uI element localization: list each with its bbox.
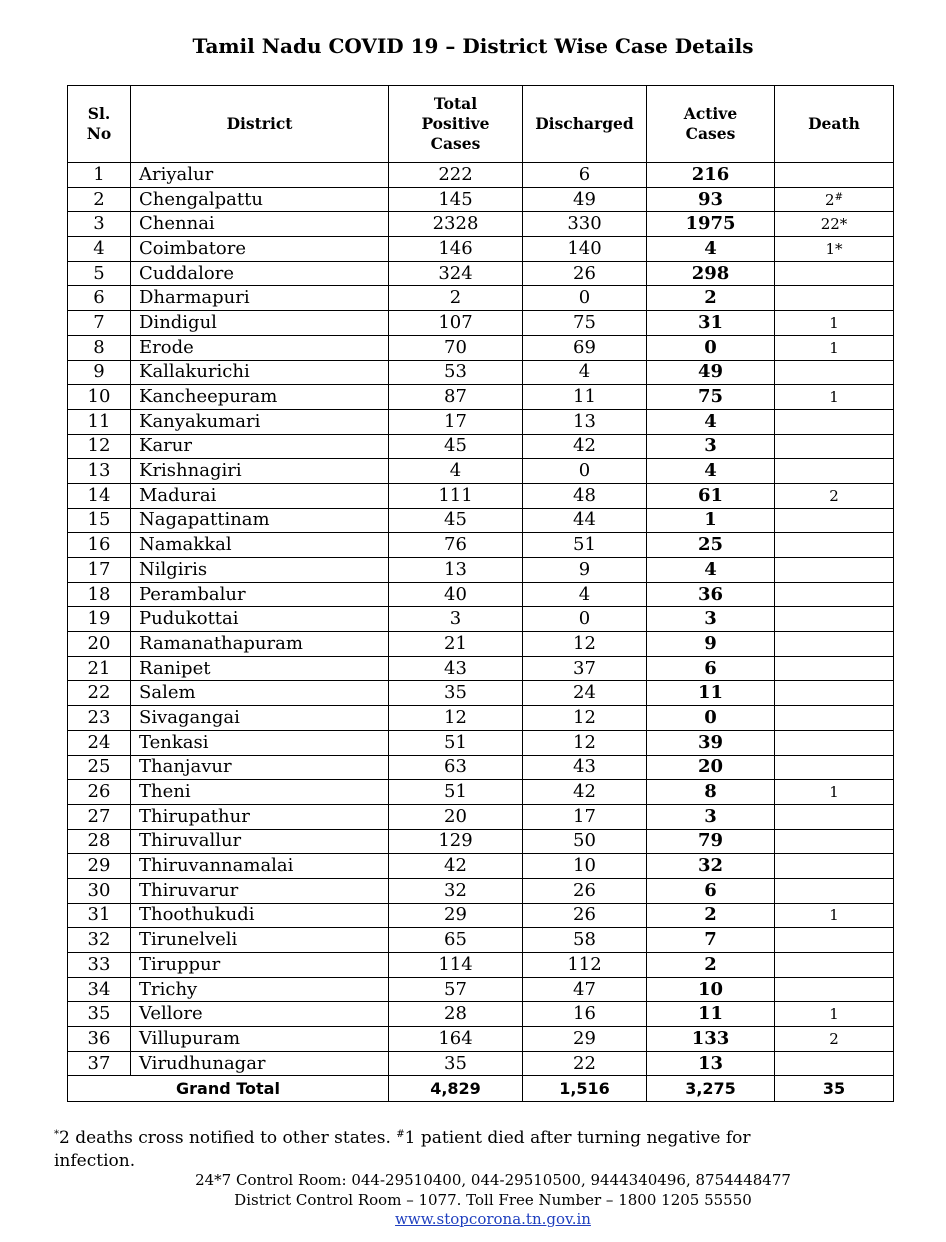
cell-active-cases: 3	[647, 434, 775, 459]
cell-district: Cuddalore	[131, 261, 389, 286]
table-row	[68, 434, 894, 459]
cell-death: 1*	[775, 237, 894, 262]
star-mark: *	[54, 1129, 59, 1140]
cell-district: Kancheepuram	[131, 385, 389, 410]
table-row	[68, 558, 894, 583]
table-row	[68, 1051, 894, 1076]
cell-active-cases: 6	[647, 656, 775, 681]
cell-district: Thoothukudi	[131, 903, 389, 928]
cell-active-cases: 11	[647, 681, 775, 706]
cell-total-positive: 87	[389, 385, 523, 410]
cell-total-positive: 43	[389, 656, 523, 681]
cell-sl-no: 30	[68, 878, 131, 903]
cell-sl-no: 5	[68, 261, 131, 286]
cell-sl-no: 33	[68, 953, 131, 978]
cell-district: Ramanathapuram	[131, 632, 389, 657]
cell-sl-no: 16	[68, 533, 131, 558]
cell-district: Kallakurichi	[131, 360, 389, 385]
cell-district: Namakkal	[131, 533, 389, 558]
cell-death	[775, 706, 894, 731]
cell-discharged: 112	[523, 953, 647, 978]
table-row	[68, 335, 894, 360]
cell-total-positive: 111	[389, 483, 523, 508]
cell-sl-no: 19	[68, 607, 131, 632]
cell-discharged: 24	[523, 681, 647, 706]
cell-active-cases: 36	[647, 582, 775, 607]
cell-death	[775, 681, 894, 706]
cell-total-positive: 145	[389, 187, 523, 212]
cell-discharged: 22	[523, 1051, 647, 1076]
cell-active-cases: 20	[647, 755, 775, 780]
cell-total-positive: 4	[389, 459, 523, 484]
cell-total-positive: 51	[389, 730, 523, 755]
cell-discharged: 13	[523, 409, 647, 434]
cell-district: Virudhunagar	[131, 1051, 389, 1076]
cell-active-cases: 0	[647, 706, 775, 731]
cell-sl-no: 26	[68, 780, 131, 805]
cell-active-cases: 75	[647, 385, 775, 410]
cell-sl-no: 13	[68, 459, 131, 484]
cell-sl-no: 27	[68, 804, 131, 829]
cell-discharged: 0	[523, 286, 647, 311]
cell-discharged: 26	[523, 903, 647, 928]
cell-discharged: 44	[523, 508, 647, 533]
cell-discharged: 12	[523, 632, 647, 657]
table-row	[68, 582, 894, 607]
table-row	[68, 755, 894, 780]
cell-death	[775, 582, 894, 607]
cell-death: 2	[775, 483, 894, 508]
table-row	[68, 360, 894, 385]
cell-active-cases: 4	[647, 558, 775, 583]
cell-discharged: 58	[523, 928, 647, 953]
cell-death: 1	[775, 780, 894, 805]
header-discharged: Discharged	[523, 86, 647, 163]
table-row	[68, 459, 894, 484]
cell-active-cases: 2	[647, 903, 775, 928]
control-room-numbers: 24*7 Control Room: 044-29510400, 044-29510500, 9444340496, 8754448477	[195, 1171, 791, 1189]
grand-total-active: 3,275	[647, 1076, 775, 1102]
cell-sl-no: 20	[68, 632, 131, 657]
cell-total-positive: 114	[389, 953, 523, 978]
cell-total-positive: 45	[389, 434, 523, 459]
cell-sl-no: 37	[68, 1051, 131, 1076]
table-row	[68, 286, 894, 311]
death-footnote-mark: #	[834, 191, 843, 203]
cell-active-cases: 2	[647, 953, 775, 978]
cell-active-cases: 216	[647, 163, 775, 188]
cell-sl-no: 32	[68, 928, 131, 953]
grand-total-label: Grand Total	[68, 1076, 389, 1102]
table-row	[68, 212, 894, 237]
table-row	[68, 854, 894, 879]
cell-discharged: 69	[523, 335, 647, 360]
cell-district: Chengalpattu	[131, 187, 389, 212]
cell-death	[775, 755, 894, 780]
cell-death	[775, 878, 894, 903]
cell-sl-no: 21	[68, 656, 131, 681]
cell-death	[775, 829, 894, 854]
cell-district: Erode	[131, 335, 389, 360]
header-sl-no: Sl. No	[68, 86, 131, 163]
cell-discharged: 26	[523, 878, 647, 903]
cell-district: Thanjavur	[131, 755, 389, 780]
cell-active-cases: 1	[647, 508, 775, 533]
cell-total-positive: 40	[389, 582, 523, 607]
cell-discharged: 9	[523, 558, 647, 583]
cell-discharged: 49	[523, 187, 647, 212]
cell-discharged: 4	[523, 360, 647, 385]
cell-sl-no: 14	[68, 483, 131, 508]
hash-mark: #	[396, 1129, 405, 1140]
cell-death	[775, 1051, 894, 1076]
cell-total-positive: 17	[389, 409, 523, 434]
table-row	[68, 237, 894, 262]
cell-district: Salem	[131, 681, 389, 706]
cell-discharged: 50	[523, 829, 647, 854]
cell-death	[775, 508, 894, 533]
cell-death	[775, 632, 894, 657]
cell-discharged: 10	[523, 854, 647, 879]
cell-sl-no: 3	[68, 212, 131, 237]
cell-discharged: 42	[523, 780, 647, 805]
cell-death	[775, 953, 894, 978]
footnote: *2 deaths cross notified to other states. #1 patient died after turning negative for infection.	[54, 1128, 751, 1171]
page-title: Tamil Nadu COVID 19 – District Wise Case Details	[192, 34, 754, 58]
cell-death: 1	[775, 385, 894, 410]
cell-active-cases: 9	[647, 632, 775, 657]
cell-total-positive: 2	[389, 286, 523, 311]
table-row	[68, 903, 894, 928]
cell-district: Tirunelveli	[131, 928, 389, 953]
table-row	[68, 607, 894, 632]
cell-active-cases: 2	[647, 286, 775, 311]
cell-district: Dindigul	[131, 311, 389, 336]
cell-total-positive: 51	[389, 780, 523, 805]
cell-death: 22*	[775, 212, 894, 237]
cell-sl-no: 28	[68, 829, 131, 854]
table-header-row	[68, 86, 894, 163]
grand-total-row	[68, 1076, 894, 1102]
cell-active-cases: 25	[647, 533, 775, 558]
cell-district: Thiruvallur	[131, 829, 389, 854]
cell-discharged: 330	[523, 212, 647, 237]
cell-death	[775, 434, 894, 459]
cell-total-positive: 324	[389, 261, 523, 286]
cell-total-positive: 146	[389, 237, 523, 262]
cell-total-positive: 222	[389, 163, 523, 188]
cell-discharged: 140	[523, 237, 647, 262]
cell-active-cases: 4	[647, 409, 775, 434]
header-active-cases: Active Cases	[647, 86, 775, 163]
cell-district: Chennai	[131, 212, 389, 237]
cell-total-positive: 45	[389, 508, 523, 533]
cell-discharged: 47	[523, 977, 647, 1002]
cell-active-cases: 32	[647, 854, 775, 879]
table-row	[68, 508, 894, 533]
cell-active-cases: 298	[647, 261, 775, 286]
cell-active-cases: 6	[647, 878, 775, 903]
cell-active-cases: 13	[647, 1051, 775, 1076]
cell-district: Trichy	[131, 977, 389, 1002]
cell-discharged: 11	[523, 385, 647, 410]
cell-discharged: 6	[523, 163, 647, 188]
cell-sl-no: 15	[68, 508, 131, 533]
cell-district: Dharmapuri	[131, 286, 389, 311]
cell-discharged: 51	[523, 533, 647, 558]
cell-death	[775, 730, 894, 755]
website-link-wrap	[0, 1210, 946, 1228]
cell-active-cases: 3	[647, 607, 775, 632]
website-link[interactable]: www.stopcorona.tn.gov.in	[395, 1210, 591, 1228]
cell-total-positive: 70	[389, 335, 523, 360]
cell-total-positive: 57	[389, 977, 523, 1002]
cell-active-cases: 3	[647, 804, 775, 829]
cell-active-cases: 1975	[647, 212, 775, 237]
cell-district: Perambalur	[131, 582, 389, 607]
cell-sl-no: 24	[68, 730, 131, 755]
cell-death: 1	[775, 335, 894, 360]
grand-total-discharged: 1,516	[523, 1076, 647, 1102]
table-row	[68, 261, 894, 286]
cell-discharged: 75	[523, 311, 647, 336]
cell-death: 1	[775, 311, 894, 336]
grand-total-positive: 4,829	[389, 1076, 523, 1102]
cell-district: Krishnagiri	[131, 459, 389, 484]
cell-sl-no: 8	[68, 335, 131, 360]
cell-sl-no: 23	[68, 706, 131, 731]
cell-discharged: 42	[523, 434, 647, 459]
cell-district: Sivagangai	[131, 706, 389, 731]
table-row	[68, 311, 894, 336]
cell-death	[775, 928, 894, 953]
cell-sl-no: 22	[68, 681, 131, 706]
cell-death	[775, 607, 894, 632]
cell-total-positive: 129	[389, 829, 523, 854]
cell-district: Karur	[131, 434, 389, 459]
table-row	[68, 953, 894, 978]
cell-active-cases: 133	[647, 1027, 775, 1052]
table-row	[68, 656, 894, 681]
table-row	[68, 533, 894, 558]
cell-district: Tiruppur	[131, 953, 389, 978]
cell-total-positive: 65	[389, 928, 523, 953]
cell-sl-no: 11	[68, 409, 131, 434]
table-row	[68, 1027, 894, 1052]
cell-total-positive: 28	[389, 1002, 523, 1027]
cell-sl-no: 35	[68, 1002, 131, 1027]
cell-discharged: 29	[523, 1027, 647, 1052]
cell-death: 2#	[775, 187, 894, 212]
cell-district: Thiruvannamalai	[131, 854, 389, 879]
table-row	[68, 780, 894, 805]
cell-death: 1	[775, 1002, 894, 1027]
table-row	[68, 632, 894, 657]
cell-sl-no: 34	[68, 977, 131, 1002]
cell-total-positive: 76	[389, 533, 523, 558]
cell-total-positive: 35	[389, 681, 523, 706]
cell-death	[775, 163, 894, 188]
table-row	[68, 829, 894, 854]
cell-district: Theni	[131, 780, 389, 805]
header-district: District	[131, 86, 389, 163]
cell-discharged: 0	[523, 459, 647, 484]
cell-discharged: 26	[523, 261, 647, 286]
cell-total-positive: 107	[389, 311, 523, 336]
cell-total-positive: 12	[389, 706, 523, 731]
cell-total-positive: 2328	[389, 212, 523, 237]
cell-death	[775, 533, 894, 558]
cell-discharged: 43	[523, 755, 647, 780]
cell-active-cases: 39	[647, 730, 775, 755]
table-row	[68, 163, 894, 188]
cell-total-positive: 29	[389, 903, 523, 928]
table-row	[68, 878, 894, 903]
cell-district: Thirupathur	[131, 804, 389, 829]
cell-death: 1	[775, 903, 894, 928]
cell-sl-no: 31	[68, 903, 131, 928]
cell-death	[775, 459, 894, 484]
cell-district: Thiruvarur	[131, 878, 389, 903]
cell-death	[775, 804, 894, 829]
cell-active-cases: 93	[647, 187, 775, 212]
cell-sl-no: 7	[68, 311, 131, 336]
cell-active-cases: 7	[647, 928, 775, 953]
cell-sl-no: 10	[68, 385, 131, 410]
cell-district: Vellore	[131, 1002, 389, 1027]
cell-total-positive: 35	[389, 1051, 523, 1076]
cell-active-cases: 61	[647, 483, 775, 508]
cell-total-positive: 13	[389, 558, 523, 583]
table-row	[68, 977, 894, 1002]
cell-total-positive: 21	[389, 632, 523, 657]
cell-discharged: 16	[523, 1002, 647, 1027]
cell-district: Madurai	[131, 483, 389, 508]
cell-discharged: 12	[523, 706, 647, 731]
table-row	[68, 928, 894, 953]
table-row	[68, 730, 894, 755]
cell-death	[775, 977, 894, 1002]
cell-sl-no: 12	[68, 434, 131, 459]
cell-discharged: 0	[523, 607, 647, 632]
cell-discharged: 4	[523, 582, 647, 607]
cell-sl-no: 36	[68, 1027, 131, 1052]
header-death: Death	[775, 86, 894, 163]
cell-total-positive: 53	[389, 360, 523, 385]
cell-active-cases: 49	[647, 360, 775, 385]
district-case-table	[67, 85, 894, 1102]
cell-total-positive: 42	[389, 854, 523, 879]
cell-active-cases: 4	[647, 237, 775, 262]
cell-death	[775, 854, 894, 879]
table-row	[68, 385, 894, 410]
cell-sl-no: 1	[68, 163, 131, 188]
cell-sl-no: 6	[68, 286, 131, 311]
cell-death	[775, 360, 894, 385]
cell-active-cases: 0	[647, 335, 775, 360]
cell-district: Nilgiris	[131, 558, 389, 583]
cell-sl-no: 25	[68, 755, 131, 780]
grand-total-death: 35	[775, 1076, 894, 1102]
table-row	[68, 804, 894, 829]
cell-sl-no: 4	[68, 237, 131, 262]
cell-total-positive: 32	[389, 878, 523, 903]
cell-death	[775, 656, 894, 681]
table-row	[68, 681, 894, 706]
table-row	[68, 483, 894, 508]
cell-discharged: 17	[523, 804, 647, 829]
cell-death	[775, 558, 894, 583]
table-row	[68, 409, 894, 434]
cell-total-positive: 164	[389, 1027, 523, 1052]
cell-active-cases: 11	[647, 1002, 775, 1027]
table-row	[68, 706, 894, 731]
cell-death	[775, 409, 894, 434]
cell-total-positive: 3	[389, 607, 523, 632]
cell-active-cases: 10	[647, 977, 775, 1002]
cell-total-positive: 63	[389, 755, 523, 780]
cell-discharged: 48	[523, 483, 647, 508]
cell-district: Kanyakumari	[131, 409, 389, 434]
cell-district: Nagapattinam	[131, 508, 389, 533]
cell-active-cases: 31	[647, 311, 775, 336]
cell-death	[775, 261, 894, 286]
cell-sl-no: 18	[68, 582, 131, 607]
cell-total-positive: 20	[389, 804, 523, 829]
cell-district: Pudukottai	[131, 607, 389, 632]
cell-death: 2	[775, 1027, 894, 1052]
header-total-positive-cases: Total Positive Cases	[389, 86, 523, 163]
cell-district: Ariyalur	[131, 163, 389, 188]
cell-death	[775, 286, 894, 311]
cell-district: Villupuram	[131, 1027, 389, 1052]
cell-district: Ranipet	[131, 656, 389, 681]
cell-discharged: 12	[523, 730, 647, 755]
cell-sl-no: 9	[68, 360, 131, 385]
cell-district: Tenkasi	[131, 730, 389, 755]
district-control-room: District Control Room – 1077. Toll Free Number – 1800 1205 55550	[234, 1191, 752, 1209]
table-body	[68, 163, 894, 1076]
cell-active-cases: 79	[647, 829, 775, 854]
table-row	[68, 187, 894, 212]
cell-active-cases: 4	[647, 459, 775, 484]
cell-discharged: 37	[523, 656, 647, 681]
cell-sl-no: 2	[68, 187, 131, 212]
cell-active-cases: 8	[647, 780, 775, 805]
cell-district: Coimbatore	[131, 237, 389, 262]
table-row	[68, 1002, 894, 1027]
cell-sl-no: 17	[68, 558, 131, 583]
cell-sl-no: 29	[68, 854, 131, 879]
